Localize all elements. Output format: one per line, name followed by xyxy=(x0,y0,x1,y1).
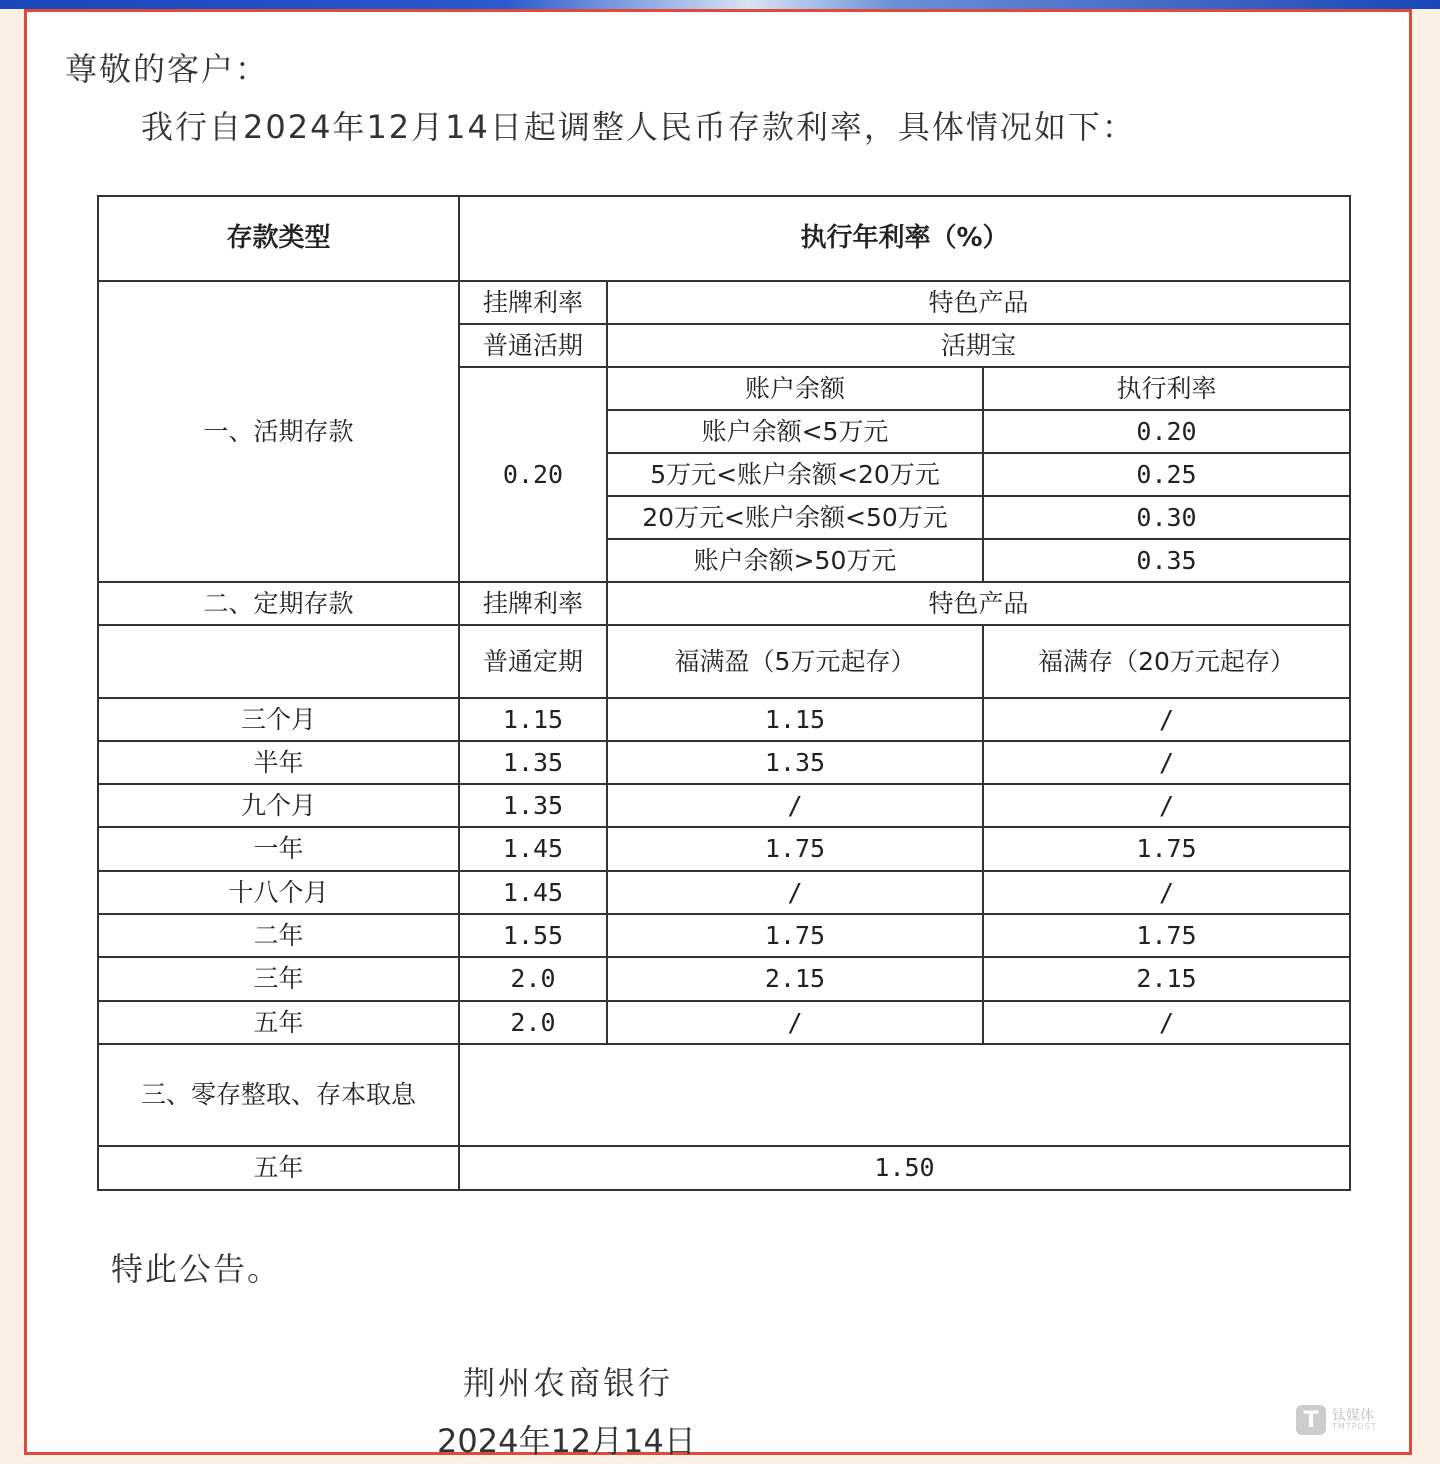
term: 半年 xyxy=(98,741,459,784)
balance-header: 账户余额 xyxy=(607,367,983,410)
term: 三年 xyxy=(98,957,459,1001)
tier-balance: 5万元<账户余额<20万元 xyxy=(607,453,983,496)
col-fumancun: 福满存（20万元起存） xyxy=(983,625,1350,698)
table-row xyxy=(98,871,1350,914)
fmc-rate: / xyxy=(983,1001,1350,1044)
installment-label: 三、零存整取、存本取息 xyxy=(98,1044,459,1146)
fmc-rate: / xyxy=(983,871,1350,914)
time-special-label: 特色产品 xyxy=(607,582,1350,625)
fmc-rate: 2.15 xyxy=(983,957,1350,1001)
table-row xyxy=(98,1001,1350,1044)
empty-cell xyxy=(98,625,459,698)
tier-rate: 0.25 xyxy=(983,453,1350,496)
table-row xyxy=(98,1146,1350,1190)
tier-rate: 0.20 xyxy=(983,410,1350,453)
term: 五年 xyxy=(98,1001,459,1044)
regular-rate: 1.35 xyxy=(459,784,607,827)
table-row xyxy=(98,625,1350,698)
regular-rate: 2.0 xyxy=(459,1001,607,1044)
watermark-en: TMTPOST xyxy=(1332,1422,1377,1431)
demand-special-label: 特色产品 xyxy=(607,281,1350,324)
rate-header: 执行利率 xyxy=(983,367,1350,410)
watermark-cn: 钛媒体 xyxy=(1332,1408,1374,1424)
fmy-rate: / xyxy=(607,871,983,914)
fmy-rate: 1.75 xyxy=(607,914,983,957)
header-deposit-type: 存款类型 xyxy=(98,196,459,281)
notice-frame xyxy=(24,9,1412,1460)
installment-rate: 1.50 xyxy=(459,1146,1350,1190)
fmy-rate: / xyxy=(607,784,983,827)
fmc-rate: / xyxy=(983,784,1350,827)
term: 二年 xyxy=(98,914,459,957)
term: 三个月 xyxy=(98,698,459,741)
regular-rate: 1.45 xyxy=(459,827,607,871)
term: 十八个月 xyxy=(98,871,459,914)
col-regular-time: 普通定期 xyxy=(459,625,607,698)
regular-rate: 1.35 xyxy=(459,741,607,784)
tier-balance: 账户余额<5万元 xyxy=(607,410,983,453)
col-fumanying: 福满盈（5万元起存） xyxy=(607,625,983,698)
table-row xyxy=(98,582,1350,625)
demand-regular-label: 普通活期 xyxy=(459,324,607,367)
closing-text: 特此公告。 xyxy=(111,1250,282,1288)
fmy-rate: 2.15 xyxy=(607,957,983,1001)
installment-term: 五年 xyxy=(98,1146,459,1190)
table-row xyxy=(98,957,1350,1001)
fmy-rate: / xyxy=(607,1001,983,1044)
tmtpost-logo-icon: T xyxy=(1296,1405,1326,1435)
regular-rate: 1.15 xyxy=(459,698,607,741)
table-row xyxy=(98,281,1350,324)
fmc-rate: / xyxy=(983,698,1350,741)
time-deposit-label: 二、定期存款 xyxy=(98,582,459,625)
top-banner xyxy=(0,0,1440,9)
rate-table xyxy=(97,195,1351,1191)
fmy-rate: 1.75 xyxy=(607,827,983,871)
greeting: 尊敬的客户： xyxy=(65,50,270,88)
demand-listed-rate: 0.20 xyxy=(459,367,607,582)
signature-date: 2024年12月14日 xyxy=(437,1422,696,1460)
table-row xyxy=(98,784,1350,827)
header-annual-rate: 执行年利率（%） xyxy=(459,196,1350,281)
tier-rate: 0.30 xyxy=(983,496,1350,539)
table-row xyxy=(98,827,1350,871)
regular-rate: 1.55 xyxy=(459,914,607,957)
demand-product-name: 活期宝 xyxy=(607,324,1350,367)
fmc-rate: / xyxy=(983,741,1350,784)
fmc-rate: 1.75 xyxy=(983,827,1350,871)
table-row xyxy=(98,1044,1350,1146)
regular-rate: 1.45 xyxy=(459,871,607,914)
intro-text: 我行自2024年12月14日起调整人民币存款利率，具体情况如下： xyxy=(141,108,1136,146)
fmy-rate: 1.15 xyxy=(607,698,983,741)
demand-deposit-label: 一、活期存款 xyxy=(98,281,459,582)
term: 九个月 xyxy=(98,784,459,827)
signature-bank: 荆州农商银行 xyxy=(463,1364,674,1402)
fmy-rate: 1.35 xyxy=(607,741,983,784)
tier-balance: 20万元<账户余额<50万元 xyxy=(607,496,983,539)
watermark xyxy=(1296,1405,1377,1435)
demand-listed-label: 挂牌利率 xyxy=(459,281,607,324)
table-header-row xyxy=(98,196,1350,281)
tier-balance: 账户余额>50万元 xyxy=(607,539,983,582)
term: 一年 xyxy=(98,827,459,871)
empty-cell xyxy=(459,1044,1350,1146)
table-row xyxy=(98,741,1350,784)
table-row xyxy=(98,914,1350,957)
fmc-rate: 1.75 xyxy=(983,914,1350,957)
regular-rate: 2.0 xyxy=(459,957,607,1001)
table-row xyxy=(98,698,1350,741)
time-listed-label: 挂牌利率 xyxy=(459,582,607,625)
tier-rate: 0.35 xyxy=(983,539,1350,582)
